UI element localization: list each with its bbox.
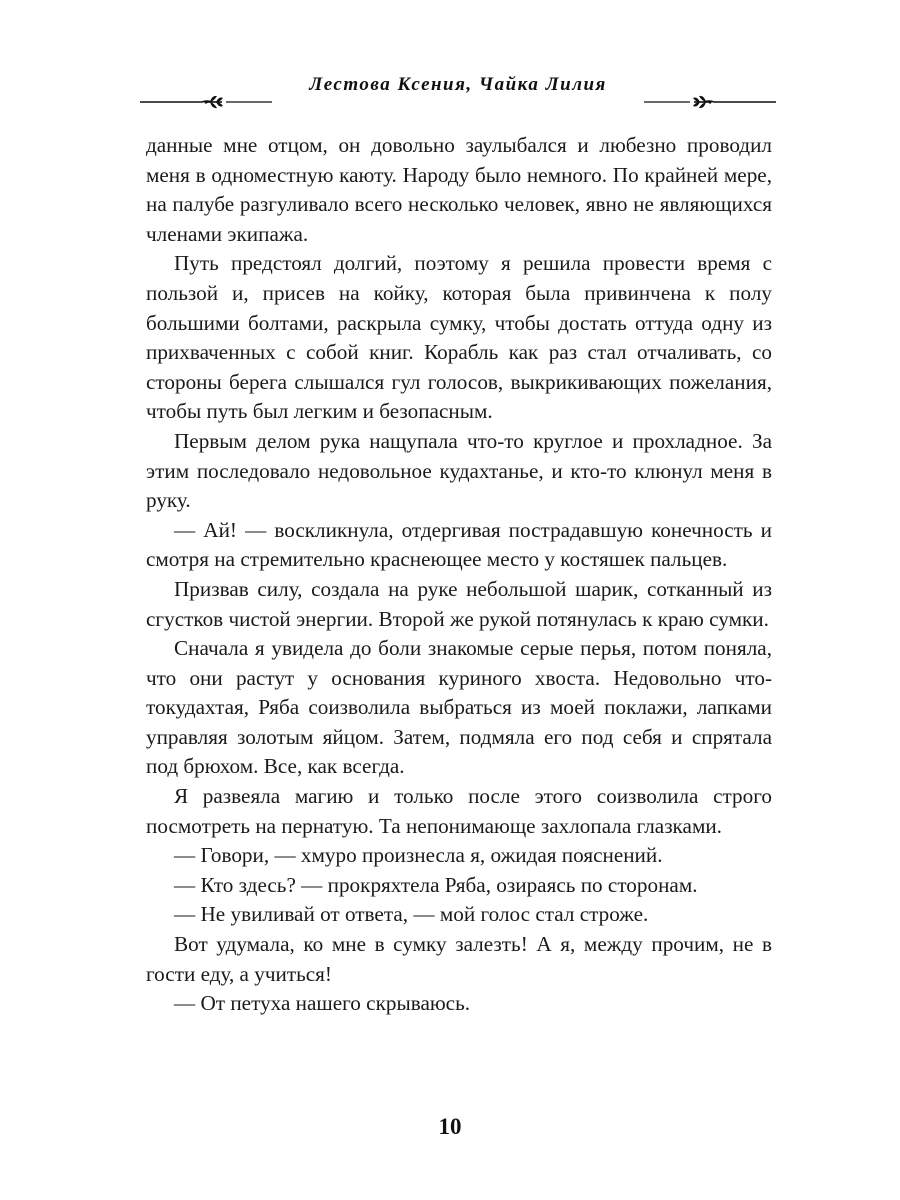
dialogue-line: — От петуха нашего скрываюсь. [174,991,471,1016]
dialogue-line: — Говори, — хмуро произнесла я, ожидая пояснений. [174,843,663,868]
paragraph: Путь предстоял долгий, поэтому я решила провести время с пользой и, присев на койку, которая была привинчена к полу большими болтами, раскрыла сумку, чтобы достать оттуда одну из прихваченных с собой книг. Корабль как раз стал отчаливать, со стороны берега слышался гул голосов, выкрикивающих пожелания, чтобы путь был легким и безопасным. [146,251,772,424]
paragraph: Сначала я увидела до боли знакомые серые перья, потом поняла, что они растут у основания куриного хвоста. Недовольно что-токудахтая, Ряба соизволила выбраться из моей поклажи, лапками управляя золотым яйцом. Затем, подмяла его под себя и спрятала под брюхом. Все, как всегда. [146,636,772,779]
running-header [140,72,776,112]
right-rule-line [704,101,776,102]
paragraph: — Ай! — воскликнула, отдергивая пострадавшую конечность и смотря на стремительно краснеющее место у костяшек пальцев. [146,517,772,572]
paragraph: Я развеяла магию и только после этого соизволила строго посмотреть на пернатую. Та непонимающе захлопала глазками. [146,784,772,838]
left-leaf-sprig-icon [204,96,223,108]
right-leaf-sprig-icon [693,96,712,108]
dialogue-line: — Не увиливай от ответа, — мой голос стал строже. [174,902,649,927]
body-text [146,131,772,1019]
left-rule-line [140,101,212,102]
page-number: 10 [438,1114,462,1139]
paragraph: данные мне отцом, он довольно заулыбался и любезно проводил меня в одноместную каюту. Народу было немного. По крайней мере, на палубе разгуливало всего несколько человек, явно не являющихся членами экипажа. [146,133,772,246]
paragraph: Призвав силу, создала на руке небольшой шарик, сотканный из сгустков чистой энергии. Второй же рукой потянулась к краю сумки. [146,576,772,631]
dialogue-line: — Кто здесь? — прокряхтела Ряба, озираясь по сторонам. [174,872,698,897]
paragraph: Вот удумала, ко мне в сумку залезть! А я, между прочим, не в гости еду, а учиться! [146,932,772,986]
paragraph: Первым делом рука нащупала что-то круглое и прохладное. За этим последовало недовольное кудахтанье, и кто-то клюнул меня в руку. [146,428,772,513]
header-ornament [140,94,776,110]
running-header-title: Лестова Ксения, Чайка Лилия [309,74,607,95]
